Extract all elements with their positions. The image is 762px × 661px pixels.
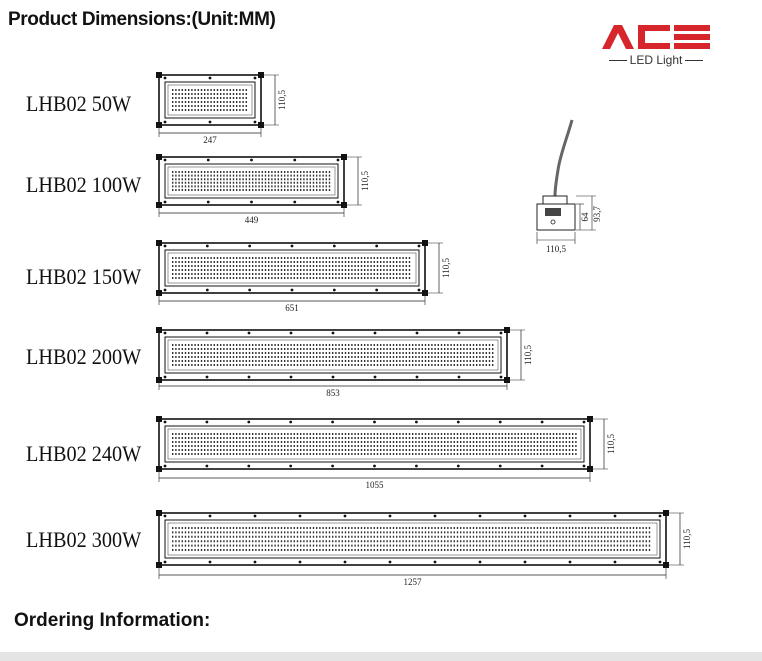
fixture-drawing bbox=[156, 510, 692, 587]
height-dimension-label: 110,5 bbox=[277, 90, 287, 110]
height-dimension-label: 110,5 bbox=[441, 258, 451, 278]
height-dimension-label: 110,5 bbox=[360, 171, 370, 191]
fixture-drawing bbox=[156, 416, 616, 490]
logo-subtitle: LED Light bbox=[600, 53, 712, 67]
length-dimension-label: 247 bbox=[203, 135, 217, 145]
length-dimension-label: 651 bbox=[285, 303, 299, 313]
fixture-drawing bbox=[156, 154, 370, 225]
model-label: LHB02 300W bbox=[26, 527, 142, 552]
length-dimension-label: 853 bbox=[326, 388, 340, 398]
length-dimension-label: 1257 bbox=[403, 577, 422, 587]
side-height-a-label: 64 bbox=[580, 212, 590, 222]
model-label: LHB02 150W bbox=[26, 264, 142, 289]
height-dimension-label: 110,5 bbox=[523, 345, 533, 365]
height-dimension-label: 110,5 bbox=[682, 529, 692, 549]
side-height-b-label: 93,7 bbox=[592, 206, 602, 222]
fixture-drawing bbox=[156, 327, 533, 398]
side-view-drawing bbox=[537, 120, 602, 254]
height-dimension-label: 110,5 bbox=[606, 434, 616, 454]
model-label: LHB02 50W bbox=[26, 91, 132, 116]
model-label: LHB02 240W bbox=[26, 441, 142, 466]
footer-bar bbox=[0, 652, 762, 661]
page-title: Product Dimensions:(Unit:MM) bbox=[8, 9, 276, 30]
length-dimension-label: 1055 bbox=[365, 480, 384, 490]
fixture-drawing bbox=[156, 72, 287, 145]
ordering-heading: Ordering Information: bbox=[14, 610, 211, 631]
model-label: LHB02 100W bbox=[26, 172, 142, 197]
model-label: LHB02 200W bbox=[26, 344, 142, 369]
fixture-drawing bbox=[156, 240, 451, 313]
length-dimension-label: 449 bbox=[244, 215, 259, 225]
side-width-label: 110,5 bbox=[546, 244, 566, 254]
